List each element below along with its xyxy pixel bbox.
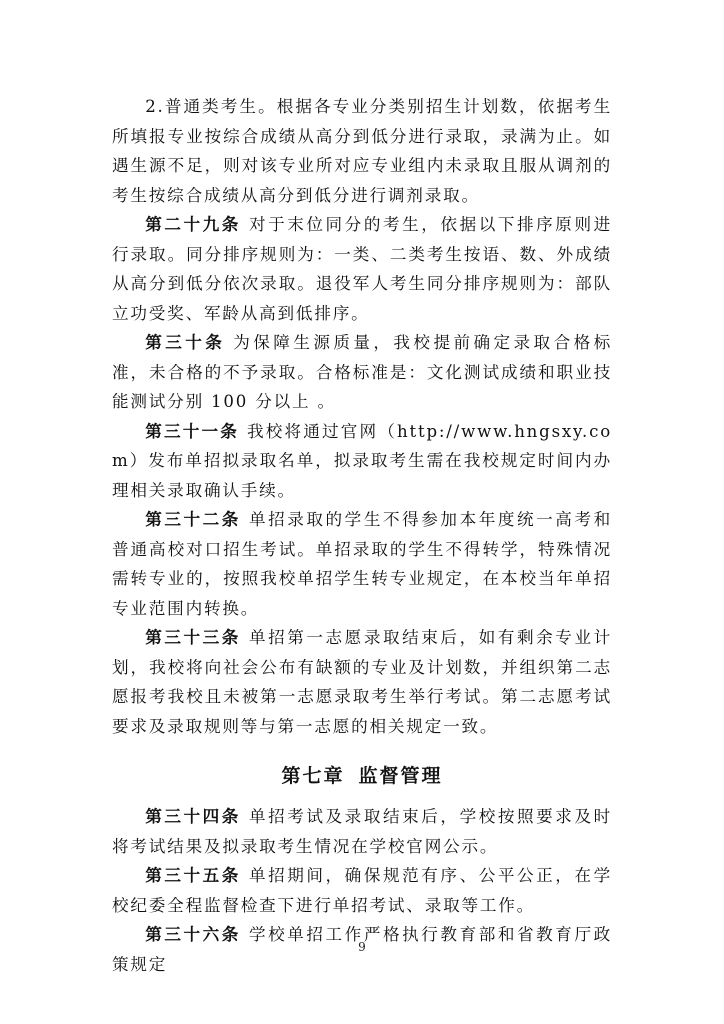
article-text: 学校单招工作严格执行教育部和省教育厅政策规定 — [112, 925, 613, 974]
article-30 — [112, 328, 612, 417]
article-text: 对于末位同分的考生，依据以下排序原则进行录取。同分排序规则为：一类、二类考生按语、数、外成绩从高分到低分依次录取。退役军人考生同分排序规则为：部队立功受奖、军龄从高到低排序。 — [112, 215, 613, 323]
chapter-title: 监督管理 — [358, 765, 443, 787]
article-31 — [112, 417, 612, 506]
page-number: 9 — [358, 940, 366, 954]
article-text: 单招期间，确保规范有序、公平公正，在学校纪委全程监督检查下进行单招考试、录取等工作。 — [112, 866, 613, 915]
article-number: 第三十六条 — [145, 924, 241, 944]
article-text: 我校将通过官网（http://www.hngsxy.com）发布单招拟录取名单，拟录取考生需在我校规定时间内办理相关录取确认手续。 — [112, 421, 612, 500]
article-text: 单招第一志愿录取结束后，如有剩余专业计划，我校将向社会公布有缺额的专业及计划数，并组织第二志愿报考我校且未被第一志愿录取考生举行考试。第二志愿考试要求及录取规则等与第一志愿的相关规定一致。 — [112, 628, 613, 736]
article-33 — [112, 623, 612, 741]
article-34 — [112, 802, 612, 861]
page-content — [112, 92, 612, 979]
chapter-heading — [112, 761, 612, 788]
article-number: 第三十三条 — [145, 627, 241, 647]
article-text: 单招考试及录取结束后，学校按照要求及时将考试结果及拟录取考生情况在学校官网公示。 — [112, 807, 613, 856]
article-number: 第三十五条 — [145, 865, 241, 885]
paragraph-general-candidates — [112, 92, 612, 210]
article-text: 单招录取的学生不得参加本年度统一高考和普通高校对口招生考试。单招录取的学生不得转学，特殊情况需转专业的，按照我校单招学生转专业规定，在本校当年单招专业范围内转换。 — [112, 510, 613, 618]
article-number: 第三十一条 — [145, 420, 239, 441]
article-35 — [112, 861, 612, 920]
article-number: 第二十九条 — [145, 214, 241, 234]
article-29 — [112, 210, 612, 328]
article-number: 第三十条 — [145, 332, 226, 352]
article-number: 第三十二条 — [145, 509, 241, 529]
article-number: 第三十四条 — [145, 806, 241, 826]
article-32 — [112, 505, 612, 623]
paragraph-text: 2.普通类考生。根据各专业分类别招生计划数，依据考生所填报专业按综合成绩从高分到低分进行录取，录满为止。如遇生源不足，则对该专业所对应专业组内未录取且服从调剂的考生按综合成绩从高分到低分进行调剂录取。 — [112, 97, 612, 205]
article-text: 为保障生源质量，我校提前确定录取合格标准，未合格的不予录取。合格标准是：文化测试成绩和职业技能测试分别 100 分以上 。 — [112, 333, 612, 411]
chapter-number: 第七章 — [281, 765, 345, 787]
